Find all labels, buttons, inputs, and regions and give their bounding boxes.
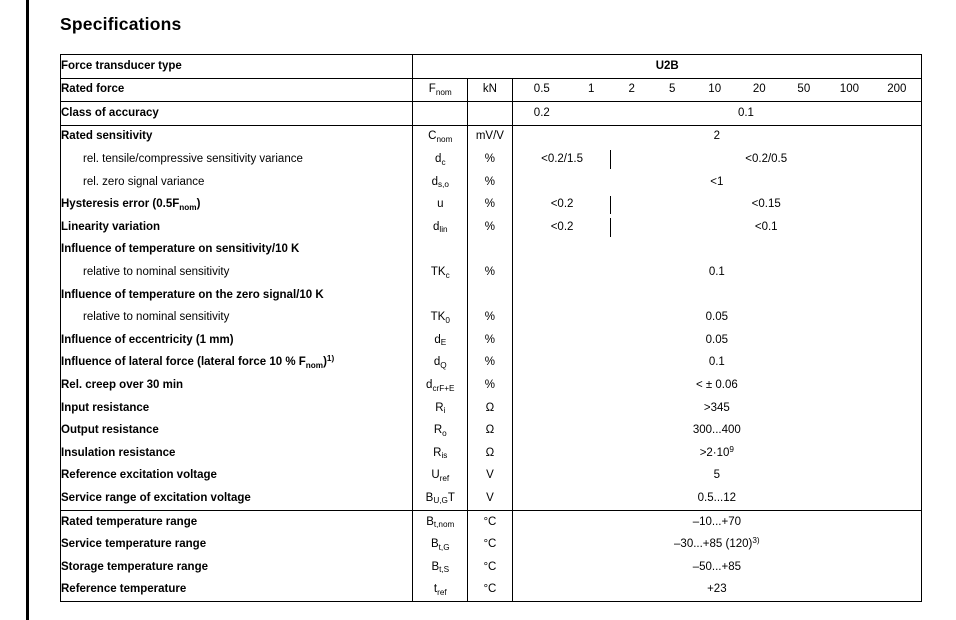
row-value-right: <0.2/0.5 [745,153,788,166]
row-label: Hysteresis error $(0.5F_{nom})$ [61,194,413,217]
table-row [61,171,922,194]
row-label: Influence of temperature on the zero signal/10 K [61,284,413,307]
row-value [512,239,921,262]
row-symbol: $d_c$ [413,148,468,171]
row-unit: °C [468,533,513,556]
row-symbol [413,284,468,307]
row-unit [468,239,513,262]
row-value: >345 [703,401,730,414]
row-unit: Ω [468,442,513,465]
rated-force-value: 5 [652,78,693,102]
rated-force-value: 0.5 [512,78,571,102]
table-row [61,579,922,602]
row-unit: Ω [468,397,513,420]
row-symbol: $F_{nom}$ [413,78,468,102]
row-label: Force transducer type [61,55,413,79]
row-label: Service temperature range [61,533,413,556]
row-label: Input resistance [61,397,413,420]
row-symbol: $B_{t,S}$ [413,556,468,579]
table-row [61,329,922,352]
row-value: 300...400 [692,424,741,437]
accuracy-value-first: 0.2 [512,102,571,126]
row-unit: % [468,171,513,194]
row-symbol: $C_{nom}$ [413,125,468,148]
row-symbol: $d_{s,o}$ [413,171,468,194]
table-row [61,510,922,533]
row-symbol: $d_E$ [413,329,468,352]
rated-force-value: 100 [826,78,873,102]
row-label: Insulation resistance [61,442,413,465]
row-unit: % [468,352,513,375]
table-row [61,533,922,556]
row-label: Reference excitation voltage [61,465,413,488]
row-label: Service range of excitation voltage [61,487,413,510]
row-symbol: $R_{is}$ [413,442,468,465]
row-symbol: $B_{t,nom}$ [413,510,468,533]
row-value: 0.1 [708,266,725,279]
row-unit: °C [468,579,513,602]
row-value-left: <0.2/1.5 [512,148,611,171]
row-unit: % [468,261,513,284]
row-unit: % [468,329,513,352]
transducer-type-value: U2B [413,55,922,79]
row-label: Influence of lateral force (lateral force 10 % $F_{nom})^{1)}$ [61,352,413,375]
row-unit [468,284,513,307]
row-value: $>2\cdot 10^9$ [699,444,734,459]
row-value [512,284,921,307]
rated-force-value: 200 [873,78,922,102]
page-title: Specifications [60,14,182,34]
row-value-left: <0.2 [512,216,611,239]
row-unit: Ω [468,420,513,443]
row-label: Class of accuracy [61,102,413,126]
table-row [61,397,922,420]
row-symbol: $B_{U,G}T$ [413,487,468,510]
row-symbol: $d_{crF+E}$ [413,374,468,397]
row-unit: °C [468,510,513,533]
table-row-header [61,55,922,79]
table-row [61,239,922,262]
row-symbol: u [413,194,468,217]
row-unit: % [468,194,513,217]
row-value: 2 [713,130,721,143]
accuracy-value-rest: 0.1 [571,102,922,126]
row-label: Rated sensitivity [61,125,413,148]
rated-force-value: 10 [692,78,737,102]
row-unit: mV/V [468,125,513,148]
table-row [61,194,922,217]
row-symbol: $R_i$ [413,397,468,420]
row-value: 0.05 [705,333,729,346]
table-row [61,556,922,579]
row-symbol: $TK_c$ [413,261,468,284]
row-symbol: $U_{ref}$ [413,465,468,488]
row-symbol: $B_{t,G}$ [413,533,468,556]
row-unit: % [468,216,513,239]
row-label: rel. zero signal variance [61,171,413,194]
row-symbol: $t_{ref}$ [413,579,468,602]
row-value: 0.1 [708,356,725,369]
row-value: 0.05 [705,311,729,324]
row-label: Output resistance [61,420,413,443]
table-row [61,216,922,239]
row-value-right: <0.1 [754,220,778,233]
row-label: relative to nominal sensitivity [61,261,413,284]
rated-force-value: 2 [611,78,652,102]
table-row-rated-force [61,78,922,102]
table-row [61,307,922,330]
row-value: –10...+70 [692,515,741,528]
row-unit: % [468,374,513,397]
row-value: 5 [713,469,721,482]
row-label: relative to nominal sensitivity [61,307,413,330]
row-label: Linearity variation [61,216,413,239]
table-row [61,125,922,148]
rated-force-value: 20 [737,78,782,102]
row-symbol: $TK_0$ [413,307,468,330]
row-label: Rated temperature range [61,510,413,533]
row-value: < ± 0.06 [695,379,738,391]
table-row [61,487,922,510]
table-row-class-of-accuracy [61,102,922,126]
table-row [61,420,922,443]
row-label: Rel. creep over 30 min [61,374,413,397]
page-left-rule [26,0,29,620]
rated-force-value: 50 [782,78,827,102]
table-row [61,148,922,171]
row-value: +23 [707,583,727,596]
table-row [61,465,922,488]
row-label: Storage temperature range [61,556,413,579]
row-value: –50...+85 [692,560,741,573]
row-value: –30...+85 $(120)^{3)}$ [674,536,760,551]
row-symbol: $d_{lin}$ [413,216,468,239]
row-value: <1 [710,175,724,188]
specifications-table [60,54,922,602]
row-label: rel. tensile/compressive sensitivity variance [61,148,413,171]
row-symbol: $R_o$ [413,420,468,443]
rated-force-value: 1 [571,78,612,102]
row-label: Influence of eccentricity (1 mm) [61,329,413,352]
row-value-right: <0.15 [751,198,781,211]
row-label: Influence of temperature on sensitivity/10 K [61,239,413,262]
row-unit: V [468,465,513,488]
table-row [61,284,922,307]
row-unit: % [468,307,513,330]
row-unit [468,102,513,126]
row-unit: V [468,487,513,510]
table-row [61,261,922,284]
row-label: Reference temperature [61,579,413,602]
row-unit: kN [468,78,513,102]
row-value: 0.5...12 [512,487,921,510]
row-unit: % [468,148,513,171]
table-row [61,352,922,375]
row-symbol [413,239,468,262]
table-row [61,442,922,465]
row-symbol [413,102,468,126]
row-symbol: $d_Q$ [413,352,468,375]
row-value-left: <0.2 [512,194,611,217]
table-row [61,374,922,397]
row-unit: °C [468,556,513,579]
row-label: Rated force [61,78,413,102]
